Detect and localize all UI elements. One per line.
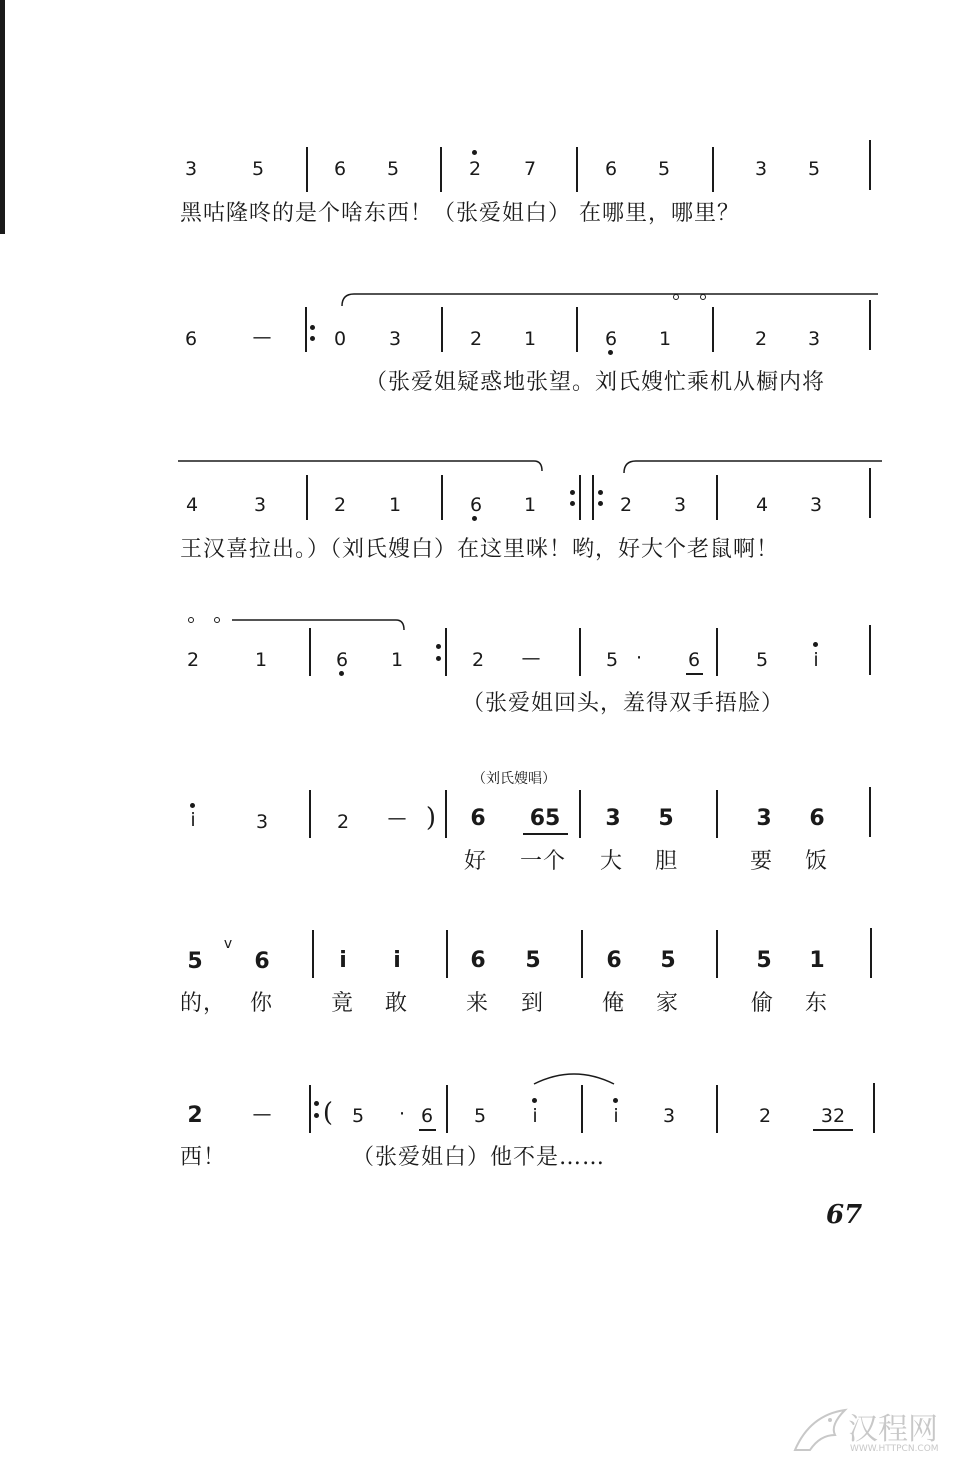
note: — <box>252 1103 272 1125</box>
note: 5 <box>660 948 676 973</box>
note: 3 <box>605 806 621 831</box>
barline <box>716 930 718 978</box>
note: 2 <box>336 811 350 833</box>
note: 3 <box>255 811 269 833</box>
circle-mark <box>214 617 220 623</box>
note: 1 <box>809 948 825 973</box>
lyric-char: 西！ <box>180 1145 227 1170</box>
octave-dot-low <box>339 671 344 676</box>
repeat-bar-thin <box>592 475 594 520</box>
note: 5 <box>525 948 541 973</box>
slur-line <box>622 455 884 475</box>
barline <box>716 475 718 520</box>
note: 2 <box>758 1105 772 1127</box>
barline <box>446 1085 448 1133</box>
barline <box>441 475 443 520</box>
lyric-line: 王汉喜拉出。）（刘氏嫂白）在这里咪！哟，好大个老鼠啊！ <box>180 537 780 562</box>
note: 6 <box>335 649 349 671</box>
repeat-dot <box>436 656 441 661</box>
note: · <box>635 647 643 669</box>
note-pair: 32 <box>820 1105 846 1127</box>
note: 1 <box>388 494 402 516</box>
lyric-line: （张爱姐回头，羞得双手捂脸） <box>462 691 785 716</box>
watermark-text: 汉程网 <box>848 1412 938 1447</box>
note: 3 <box>809 494 823 516</box>
note: 3 <box>662 1105 676 1127</box>
note: 3 <box>807 328 821 350</box>
note: i <box>532 1105 538 1127</box>
lyric-line: （张爱姐白）他不是…… <box>352 1145 606 1170</box>
note: 6 <box>184 328 198 350</box>
barline <box>306 475 308 520</box>
octave-dot-high <box>532 1098 537 1103</box>
barline <box>716 628 718 676</box>
repeat-bar-thin <box>579 475 581 520</box>
barline <box>869 468 871 518</box>
lyric-line: （张爱姐疑惑地张望。刘氏嫂忙乘机从橱内将 <box>365 370 826 395</box>
note: 5 <box>187 949 203 974</box>
breath-mark: v <box>223 936 233 952</box>
note: 6 <box>420 1105 434 1127</box>
lyric-char: 饭 <box>805 849 829 874</box>
lyric-line: 黑咕隆咚的是个啥东西！（张爱姐白） 在哪里，哪里？ <box>180 201 740 226</box>
note-pair: 65 <box>529 806 561 831</box>
lyric-char: 偷 <box>751 991 775 1016</box>
note: 6 <box>604 158 618 180</box>
lyric-char: 来 <box>466 991 490 1016</box>
note: 5 <box>251 158 265 180</box>
underline-beat <box>813 1129 853 1131</box>
note: i <box>339 948 347 973</box>
note: 6 <box>469 494 483 516</box>
repeat-start-thin <box>309 1085 311 1133</box>
note: 6 <box>606 948 622 973</box>
note: i <box>393 948 401 973</box>
note: i <box>613 1105 619 1127</box>
note: i <box>813 649 819 671</box>
note: 3 <box>388 328 402 350</box>
note: 1 <box>523 494 537 516</box>
paren-open: ( <box>322 1098 334 1128</box>
note: 6 <box>687 649 701 671</box>
lyric-char: 俺 <box>602 991 626 1016</box>
note: 1 <box>254 649 268 671</box>
octave-dot-high <box>813 642 818 647</box>
note: 2 <box>754 328 768 350</box>
barline <box>312 930 314 978</box>
slur-line <box>340 288 880 308</box>
barline <box>440 147 442 192</box>
note: 6 <box>333 158 347 180</box>
lyric-char: 竟 <box>331 991 355 1016</box>
tie-arc <box>530 1068 620 1088</box>
repeat-start-thick <box>0 0 5 45</box>
barline <box>716 790 718 838</box>
repeat-end-thin <box>445 628 447 676</box>
note: 5 <box>756 948 772 973</box>
note: 6 <box>470 948 486 973</box>
circle-mark <box>188 617 194 623</box>
note: 1 <box>523 328 537 350</box>
barline <box>579 628 581 676</box>
barline <box>576 147 578 192</box>
repeat-dot <box>598 490 603 495</box>
note: 3 <box>184 158 198 180</box>
barline <box>576 307 578 352</box>
note: 3 <box>253 494 267 516</box>
lyric-char: 到 <box>521 991 545 1016</box>
octave-dot-low <box>472 516 477 521</box>
barline <box>712 307 714 352</box>
lyric-char: 东 <box>805 991 829 1016</box>
circle-mark <box>700 294 706 300</box>
watermark-bird-icon <box>790 1405 850 1460</box>
note: 5 <box>755 649 769 671</box>
repeat-dot <box>310 336 315 341</box>
barline <box>581 1085 583 1133</box>
lyric-char: 要 <box>750 849 774 874</box>
repeat-start-thin <box>305 307 307 352</box>
note: 6 <box>254 949 270 974</box>
repeat-end-thick <box>0 90 5 138</box>
barline <box>441 307 443 352</box>
note: · <box>398 1103 406 1125</box>
note: 5 <box>473 1105 487 1127</box>
repeat-dot <box>598 501 603 506</box>
barline <box>306 147 308 192</box>
barline <box>869 625 871 675</box>
underline-beat <box>523 833 568 835</box>
barline <box>869 787 871 837</box>
underline-beat <box>686 673 703 675</box>
barline <box>581 930 583 978</box>
barline <box>309 628 311 676</box>
watermark-url: WWW.HTTPCN.COM <box>850 1444 939 1454</box>
lyric-char: 好 <box>464 849 488 874</box>
note: 6 <box>604 328 618 350</box>
note: 5 <box>658 806 674 831</box>
barline <box>712 147 714 192</box>
repeat-dot <box>570 490 575 495</box>
note: i <box>190 809 196 831</box>
barline <box>873 1083 875 1133</box>
note: 3 <box>754 158 768 180</box>
note: 2 <box>468 158 482 180</box>
note: 5 <box>657 158 671 180</box>
note: 2 <box>187 1103 203 1128</box>
repeat-dot <box>310 325 315 330</box>
circle-mark <box>673 294 679 300</box>
note: 2 <box>333 494 347 516</box>
barline <box>309 790 311 838</box>
barline <box>445 790 447 838</box>
barline <box>579 790 581 838</box>
barline <box>870 928 872 978</box>
slur-line <box>178 455 548 475</box>
note: 5 <box>807 158 821 180</box>
lyric-char: 家 <box>656 991 680 1016</box>
note: 2 <box>619 494 633 516</box>
octave-dot-high <box>613 1098 618 1103</box>
octave-dot-high <box>190 803 195 808</box>
repeat-start-thick <box>0 186 5 234</box>
singer-annotation: （刘氏嫂唱） <box>472 771 556 787</box>
note: — <box>521 647 541 669</box>
note: 0 <box>333 328 347 350</box>
note: 2 <box>469 328 483 350</box>
octave-dot-low <box>608 350 613 355</box>
barline-thick <box>0 138 5 186</box>
barline <box>869 140 871 190</box>
note: 5 <box>386 158 400 180</box>
lyric-char: 敢 <box>385 991 409 1016</box>
lyric-char: 一个 <box>520 849 567 874</box>
note: 5 <box>351 1105 365 1127</box>
note: 6 <box>809 806 825 831</box>
page-number: 67 <box>826 1200 863 1230</box>
note: 1 <box>658 328 672 350</box>
note: — <box>387 807 407 829</box>
note: 7 <box>523 158 537 180</box>
underline-beat <box>419 1129 436 1131</box>
note: 3 <box>673 494 687 516</box>
watermark <box>790 1400 960 1470</box>
barline <box>716 1085 718 1133</box>
note: 6 <box>470 806 486 831</box>
lyric-char: 胆 <box>655 849 679 874</box>
repeat-dot <box>570 501 575 506</box>
note: 2 <box>471 649 485 671</box>
slur-line <box>232 614 412 634</box>
lyric-char: 的， <box>180 991 227 1016</box>
note: — <box>252 326 272 348</box>
lyric-char: 你 <box>250 991 274 1016</box>
note: 4 <box>185 494 199 516</box>
repeat-dot <box>436 644 441 649</box>
lyric-char: 大 <box>600 849 624 874</box>
note: 2 <box>186 649 200 671</box>
note: 4 <box>755 494 769 516</box>
barline <box>446 930 448 978</box>
octave-dot-high <box>472 150 477 155</box>
note: 5 <box>605 649 619 671</box>
note: 1 <box>390 649 404 671</box>
note: 3 <box>756 806 772 831</box>
paren-close: ) <box>425 803 437 833</box>
repeat-bar-thick <box>0 45 5 90</box>
